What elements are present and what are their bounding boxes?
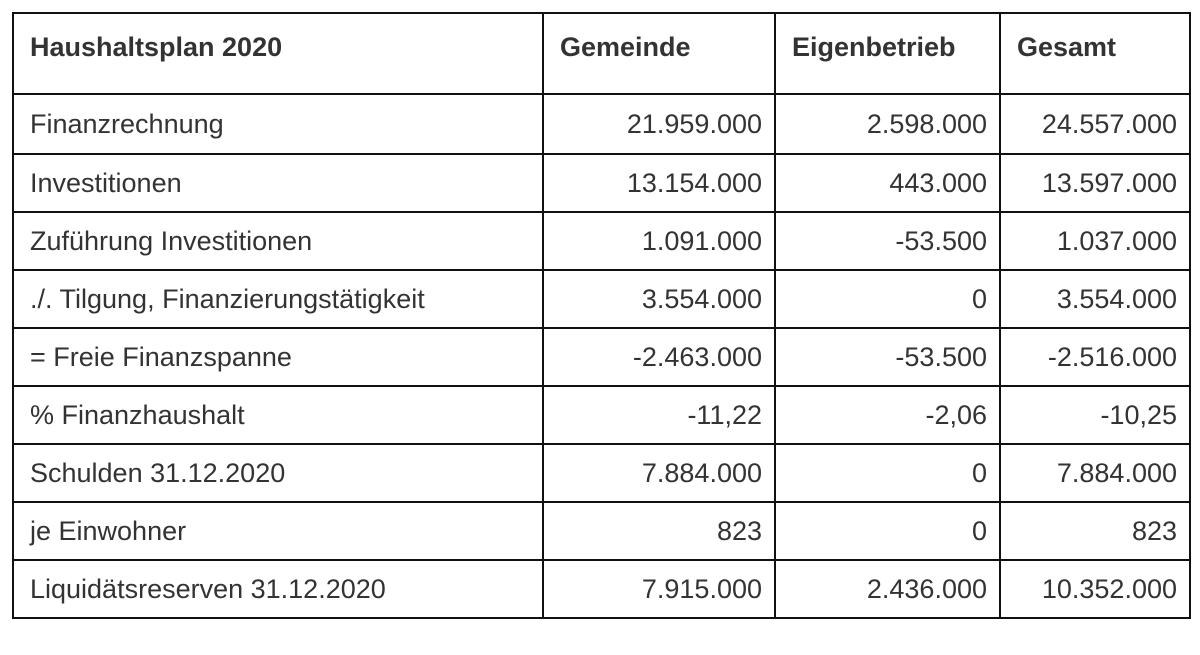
table-body: [13, 94, 1190, 618]
budget-table: [12, 12, 1191, 619]
cell-gemeinde: 7.915.000: [543, 560, 775, 618]
row-label: Liquidätsreserven 31.12.2020: [13, 560, 543, 618]
cell-gemeinde: -11,22: [543, 386, 775, 444]
cell-gesamt: 10.352.000: [1000, 560, 1190, 618]
table-header: [13, 13, 1190, 94]
cell-gemeinde: 13.154.000: [543, 154, 775, 212]
cell-eigenbetrieb: 0: [775, 444, 1000, 502]
table-row: [13, 444, 1190, 502]
cell-gesamt: 7.884.000: [1000, 444, 1190, 502]
cell-gemeinde: 21.959.000: [543, 94, 775, 154]
cell-eigenbetrieb: 0: [775, 502, 1000, 560]
row-label: Schulden 31.12.2020: [13, 444, 543, 502]
cell-gemeinde: 1.091.000: [543, 212, 775, 270]
header-row: [13, 13, 1190, 94]
cell-gesamt: 823: [1000, 502, 1190, 560]
row-label: % Finanzhaushalt: [13, 386, 543, 444]
cell-gemeinde: 7.884.000: [543, 444, 775, 502]
cell-gesamt: 3.554.000: [1000, 270, 1190, 328]
table-row: [13, 502, 1190, 560]
cell-gesamt: 24.557.000: [1000, 94, 1190, 154]
row-label: = Freie Finanzspanne: [13, 328, 543, 386]
cell-gesamt: 1.037.000: [1000, 212, 1190, 270]
cell-eigenbetrieb: 443.000: [775, 154, 1000, 212]
row-label: ./. Tilgung, Finanzierungstätigkeit: [13, 270, 543, 328]
header-gesamt: Gesamt: [1000, 13, 1190, 94]
cell-gesamt: -10,25: [1000, 386, 1190, 444]
header-eigenbetrieb: Eigenbetrieb: [775, 13, 1000, 94]
table-row: [13, 270, 1190, 328]
table-row: [13, 94, 1190, 154]
cell-gesamt: -2.516.000: [1000, 328, 1190, 386]
row-label: je Einwohner: [13, 502, 543, 560]
cell-gemeinde: -2.463.000: [543, 328, 775, 386]
cell-eigenbetrieb: -53.500: [775, 328, 1000, 386]
table-row: [13, 328, 1190, 386]
cell-eigenbetrieb: 0: [775, 270, 1000, 328]
cell-gemeinde: 3.554.000: [543, 270, 775, 328]
row-label: Finanzrechnung: [13, 94, 543, 154]
header-gemeinde: Gemeinde: [543, 13, 775, 94]
row-label: Investitionen: [13, 154, 543, 212]
header-label: Haushaltsplan 2020: [13, 13, 543, 94]
cell-eigenbetrieb: 2.598.000: [775, 94, 1000, 154]
table-row: [13, 154, 1190, 212]
cell-eigenbetrieb: 2.436.000: [775, 560, 1000, 618]
cell-eigenbetrieb: -2,06: [775, 386, 1000, 444]
cell-gesamt: 13.597.000: [1000, 154, 1190, 212]
table-row: [13, 560, 1190, 618]
cell-eigenbetrieb: -53.500: [775, 212, 1000, 270]
table-row: [13, 386, 1190, 444]
row-label: Zuführung Investitionen: [13, 212, 543, 270]
cell-gemeinde: 823: [543, 502, 775, 560]
table-row: [13, 212, 1190, 270]
